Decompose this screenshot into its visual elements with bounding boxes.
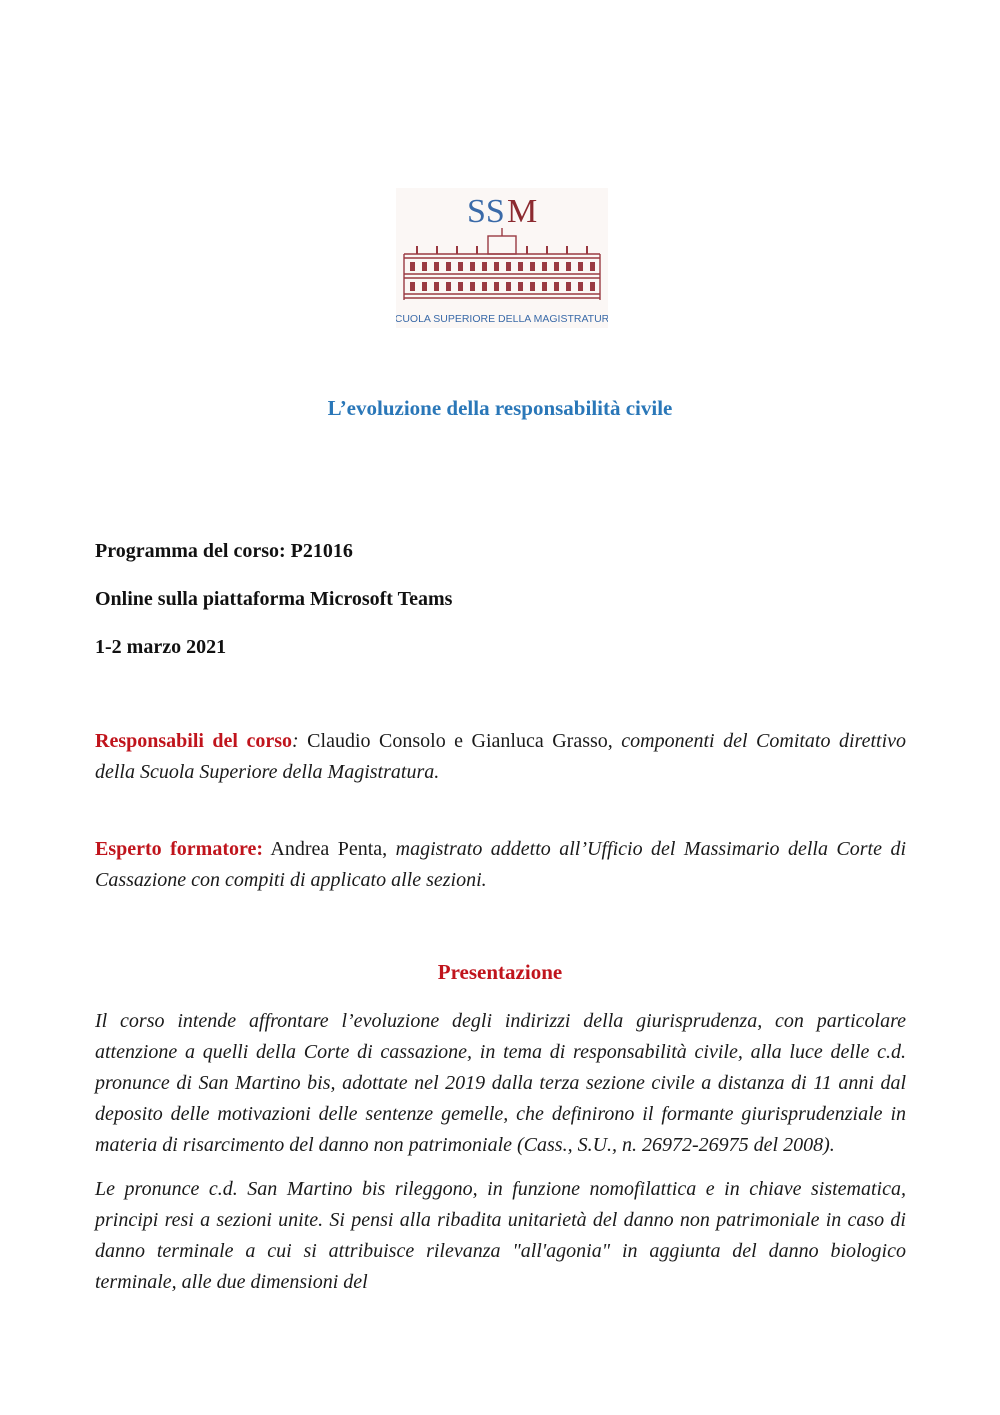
esperto-paragraph [95,834,906,896]
esperto-role: magistrato addetto all’Ufficio del Massimario della Corte di Cassazione con compiti di applicato alle sezioni. [95,838,907,891]
responsabili-label: Responsabili del corso [95,730,293,752]
ssm-logo [396,188,608,328]
svg-text:SCUOLA SUPERIORE DELLA MAGISTR: SCUOLA SUPERIORE DELLA MAGISTRATURA [396,313,608,325]
document-title: L’evoluzione della responsabilità civile [327,396,673,420]
responsabili-colon: : [292,730,299,752]
esperto-name: Andrea Penta, [263,838,396,860]
responsabili-role: componenti del Comitato direttivo della Scuola Superiore della Magistratura. [95,730,907,783]
esperto-label: Esperto formatore: [95,838,264,860]
program-code-line: Programma del corso: P21016 [95,540,353,562]
presentazione-paragraph-1: Il corso intende affrontare l’evoluzione degli indirizzi della giurisprudenza, con particolare attenzione a quelli della Corte di cassazione, in tema di responsabilità civile, alla luce delle c.d. pronunce di San Martino bis, adottate nel 2019 dalla terza sezione civile a distanza di 11 anni dal deposito delle motivazioni delle sentenze gemelle, che definirono il formante giurisprudenziale in materia di risarcimento del danno non patrimoniale (Cass., S.U., n. 26972-26975 del 2008). [95,1010,906,1156]
responsabili-names: Claudio Consolo e Gianluca Grasso, [298,730,622,752]
svg-text:M: M [507,193,538,230]
svg-text:SS: SS [467,193,505,230]
presentazione-paragraph-2: Le pronunce c.d. San Martino bis rileggono, in funzione nomofilattica e in chiave sistematica, principi resi a sezioni unite. Si pensi alla ribadita unitarietà del danno non patrimoniale in caso di danno terminale a cui si attribuisce rilevanza "all'agonia" in aggiunta del danno biologico terminale, alle due dimensioni del [95,1178,906,1293]
presentazione-heading: Presentazione [437,960,563,984]
responsabili-paragraph [95,726,906,788]
program-date-line: 1-2 marzo 2021 [95,636,227,658]
program-platform-line: Online sulla piattaforma Microsoft Teams [95,588,453,610]
